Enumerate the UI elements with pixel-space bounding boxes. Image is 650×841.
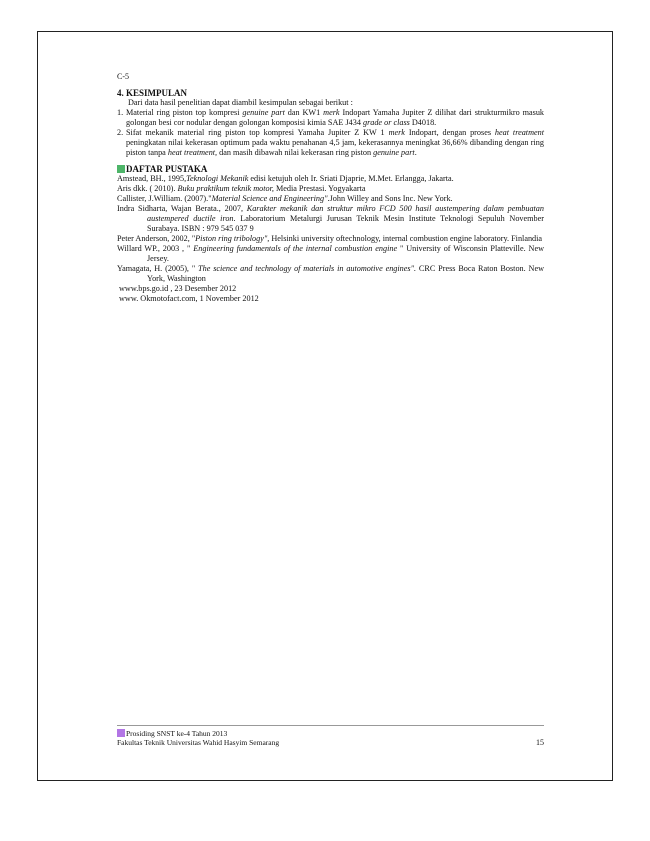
reference-item xyxy=(117,244,544,264)
conclusion-item-2 xyxy=(117,128,544,158)
text-run: D4018. xyxy=(409,118,437,127)
list-number: 1. xyxy=(117,108,124,117)
text-run: Yamagata, H. (2005), " xyxy=(117,264,199,273)
text-run: Amstead, BH., 1995, xyxy=(117,174,187,183)
reference-item xyxy=(117,234,544,244)
reference-item xyxy=(117,204,544,234)
italic-run: Buku praktikum teknik motor, xyxy=(177,184,274,193)
conclusion-list xyxy=(117,108,544,158)
references-heading-text: DAFTAR PUSTAKA xyxy=(126,164,208,174)
footer-divider xyxy=(117,725,544,726)
text-run: Peter Anderson, 2002, " xyxy=(117,234,196,243)
italic-run: Piston ring tribology" xyxy=(195,234,268,243)
conclusion-item-1 xyxy=(117,108,544,128)
annotation-marker xyxy=(117,729,125,737)
text-run: peningkatan nilai kekerasan optimum pada waktu penahanan 4,5 jam, kekerasannya meningkat 36,66% dibanding dengan ring piston tanpa xyxy=(126,138,544,157)
text-run: Indopart Yamaha Jupiter Z dilihat dari strukturmikro masuk golongan besi cor nodular dengan golongan komposisi kimia SAE J434 xyxy=(126,108,545,127)
page-footer xyxy=(117,729,544,747)
document-page xyxy=(37,31,613,781)
page-number: 15 xyxy=(536,738,544,747)
footer-line-2: Fakultas Teknik Universitas Wahid Hasyim Semarang xyxy=(117,738,280,747)
text-run: Callister, J.William. (2007)." xyxy=(117,194,212,203)
text-run: . Laboratorium Metalurgi Jurusan Teknik Mesin Institute Teknologi Sepuluh November Surabaya. ISBN : 979 545 037 9 xyxy=(147,214,544,233)
reference-item xyxy=(117,264,544,284)
reference-item xyxy=(117,194,544,204)
list-number: 2. xyxy=(117,128,124,137)
text-run: Material ring piston top kompresi xyxy=(126,108,243,117)
reference-list xyxy=(117,174,544,304)
text-run: Indra Sidharta, Wajan Berata., 2007, xyxy=(117,204,247,213)
text-run: Sifat mekanik material ring piston top kompresi Yamaha Jupiter Z KW 1 xyxy=(126,128,389,137)
annotation-marker xyxy=(117,165,125,173)
text-run: Indopart, dengan proses xyxy=(404,128,495,137)
text-run: CRC Press Boca Raton Boston. New York, Washington xyxy=(147,264,544,283)
text-run: Willard WP., 2003 , " xyxy=(117,244,194,253)
text-run: . xyxy=(414,148,417,157)
text-run: Media Prestasi. Yogyakarta xyxy=(273,184,366,193)
italic-run: genuine part xyxy=(242,108,285,117)
footer-line-1-text: Prosiding SNST ke-4 Tahun 2013 xyxy=(126,729,228,738)
text-run: dan masih dibawah nilai kekerasan ring piston xyxy=(217,148,374,157)
italic-run: Teknologi Mekanik xyxy=(186,174,249,183)
reference-url: www. Okmotofact.com, 1 November 2012 xyxy=(119,294,259,303)
conclusion-intro: Dari data hasil penelitian dapat diambil kesimpulan sebagai berikut : xyxy=(128,98,353,107)
italic-run: Engineering fundamentals of the internal combustion engine xyxy=(193,244,398,253)
text-run: Aris dkk. ( 2010). xyxy=(117,184,178,193)
italic-run: merk xyxy=(388,128,405,137)
reference-item xyxy=(117,184,544,194)
italic-run: grade or class xyxy=(362,118,410,127)
text-run: " University of Wisconsin Platteville. New Jersey. xyxy=(147,244,544,263)
references-heading xyxy=(117,164,544,174)
text-run: dan KW1 xyxy=(284,108,324,117)
text-run: edisi ketujuh oleh Ir. Sriati Djaprie, M.Met. Erlangga, Jakarta. xyxy=(248,174,454,183)
reference-url: www.bps.go.id , 23 Desember 2012 xyxy=(119,284,237,293)
footer-line-1 xyxy=(117,729,544,738)
text-run: , Helsinki university oftechnology, internal combustion engine laboratory. Finlandia xyxy=(267,234,543,243)
text-run: .John Willey and Sons Inc. New York. xyxy=(327,194,453,203)
italic-run: The science and technology of materials in automotive engines". xyxy=(198,264,417,273)
top-marker: C-5 xyxy=(117,72,129,81)
italic-run: Material Science and Engineering" xyxy=(211,194,328,203)
page-content xyxy=(117,88,544,304)
italic-run: heat treatment xyxy=(494,128,545,137)
italic-run: merk xyxy=(323,108,340,117)
italic-run: genuine part xyxy=(373,148,415,157)
reference-item xyxy=(117,174,544,184)
conclusion-heading: 4. KESIMPULAN xyxy=(117,88,188,98)
italic-run: Karakter mekanik dan struktur mikro FCD 500 hasil austempering dalam pembuatan austempered ductile iron xyxy=(147,204,544,223)
italic-run: heat treatment, xyxy=(167,148,218,157)
